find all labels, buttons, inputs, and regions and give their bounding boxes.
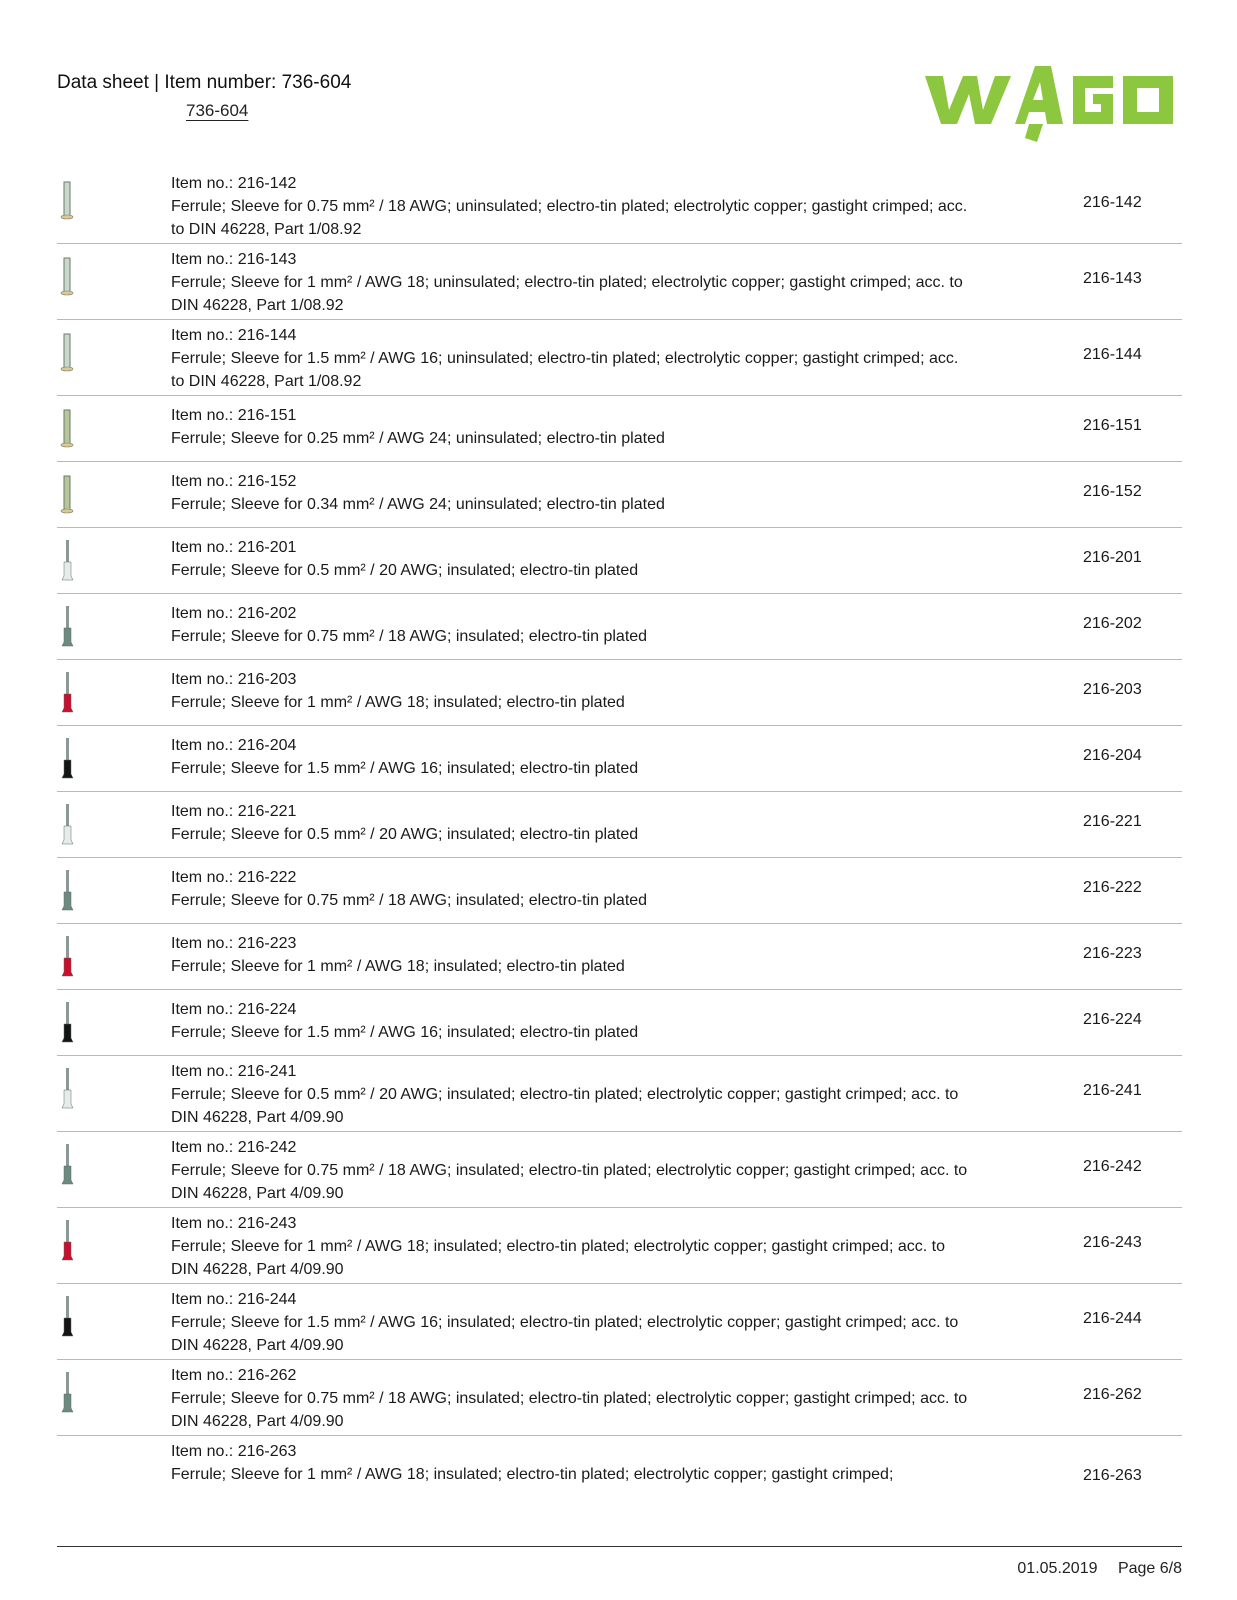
ferrule-insulated-gray-icon xyxy=(57,604,81,654)
item-code: 216-241 xyxy=(1083,1082,1142,1099)
item-code: 216-222 xyxy=(1083,879,1142,896)
ferrule-uninsulated-icon xyxy=(57,178,81,228)
list-item xyxy=(57,990,1182,1056)
ferrule-uninsulated-icon xyxy=(57,330,81,380)
item-text xyxy=(171,248,971,317)
item-code: 216-203 xyxy=(1083,681,1142,698)
list-item xyxy=(57,858,1182,924)
item-code: 216-244 xyxy=(1083,1310,1142,1327)
item-code: 216-263 xyxy=(1083,1467,1142,1484)
item-description: Ferrule; Sleeve for 0.25 mm² / AWG 24; uninsulated; electro-tin plated xyxy=(171,430,665,447)
item-code: 216-152 xyxy=(1083,483,1142,500)
ferrule-uninsulated-icon xyxy=(57,406,81,456)
item-description: Ferrule; Sleeve for 0.75 mm² / 18 AWG; insulated; electro-tin plated; electrolytic copper; gastight crimped; acc. to DIN 46228, Part 4/09.90 xyxy=(171,1390,968,1430)
list-item xyxy=(57,1360,1182,1436)
item-code: 216-243 xyxy=(1083,1234,1142,1251)
item-title: Item no.: 216-143 xyxy=(171,251,297,268)
item-description: Ferrule; Sleeve for 0.75 mm² / 18 AWG; uninsulated; electro-tin plated; electrolytic copper; gastight crimped; acc. to DIN 46228, Part 1/08.92 xyxy=(171,198,968,238)
list-item xyxy=(57,462,1182,528)
item-description: Ferrule; Sleeve for 0.5 mm² / 20 AWG; insulated; electro-tin plated xyxy=(171,562,639,579)
item-description: Ferrule; Sleeve for 0.5 mm² / 20 AWG; insulated; electro-tin plated xyxy=(171,826,639,843)
item-title: Item no.: 216-222 xyxy=(171,869,297,886)
list-item xyxy=(57,1208,1182,1284)
wago-logo xyxy=(925,58,1180,142)
item-title: Item no.: 216-203 xyxy=(171,671,297,688)
item-title: Item no.: 216-201 xyxy=(171,539,297,556)
item-code: 216-204 xyxy=(1083,747,1142,764)
item-text xyxy=(171,172,971,241)
item-code: 216-142 xyxy=(1083,194,1142,211)
list-item xyxy=(57,244,1182,320)
item-text xyxy=(171,800,971,846)
item-code: 216-262 xyxy=(1083,1386,1142,1403)
item-code: 216-201 xyxy=(1083,549,1142,566)
item-title: Item no.: 216-242 xyxy=(171,1139,297,1156)
item-description: Ferrule; Sleeve for 1.5 mm² / AWG 16; insulated; electro-tin plated; electrolytic copper; gastight crimped; acc. to DIN 46228, Part 4/09.90 xyxy=(171,1314,959,1354)
item-text xyxy=(171,1440,971,1486)
item-text xyxy=(171,536,971,582)
footer-divider xyxy=(57,1546,1182,1547)
item-description: Ferrule; Sleeve for 1.5 mm² / AWG 16; insulated; electro-tin plated xyxy=(171,760,639,777)
item-description: Ferrule; Sleeve for 1.5 mm² / AWG 16; insulated; electro-tin plated xyxy=(171,1024,639,1041)
item-code: 216-221 xyxy=(1083,813,1142,830)
list-item xyxy=(57,396,1182,462)
item-description: Ferrule; Sleeve for 0.34 mm² / AWG 24; uninsulated; electro-tin plated xyxy=(171,496,665,513)
item-title: Item no.: 216-241 xyxy=(171,1063,297,1080)
item-title: Item no.: 216-244 xyxy=(171,1291,297,1308)
item-title: Item no.: 216-202 xyxy=(171,605,297,622)
item-list xyxy=(57,168,1182,1511)
item-text xyxy=(171,668,971,714)
list-item xyxy=(57,1436,1182,1511)
item-title: Item no.: 216-223 xyxy=(171,935,297,952)
item-code: 216-223 xyxy=(1083,945,1142,962)
item-description: Ferrule; Sleeve for 0.75 mm² / 18 AWG; insulated; electro-tin plated xyxy=(171,628,648,645)
item-code: 216-144 xyxy=(1083,346,1142,363)
item-description: Ferrule; Sleeve for 0.75 mm² / 18 AWG; insulated; electro-tin plated; electrolytic copper; gastight crimped; acc. to DIN 46228, Part 4/09.90 xyxy=(171,1162,968,1202)
item-title: Item no.: 216-263 xyxy=(171,1443,297,1460)
item-description: Ferrule; Sleeve for 1 mm² / AWG 18; insulated; electro-tin plated; electrolytic copper; gastight crimped; acc. to DIN 46228, Part 4/09.90 xyxy=(171,1238,945,1278)
ferrule-insulated-gray-icon xyxy=(57,1370,81,1420)
item-title: Item no.: 216-142 xyxy=(171,175,297,192)
list-item xyxy=(57,168,1182,244)
item-description: Ferrule; Sleeve for 0.5 mm² / 20 AWG; insulated; electro-tin plated; electrolytic copper; gastight crimped; acc. to DIN 46228, Part 4/09.90 xyxy=(171,1086,959,1126)
item-description: Ferrule; Sleeve for 1.5 mm² / AWG 16; uninsulated; electro-tin plated; electrolytic copper; gastight crimped; acc. to DIN 46228, Part 1/08.92 xyxy=(171,350,959,390)
item-text xyxy=(171,1212,971,1281)
item-code: 216-242 xyxy=(1083,1158,1142,1175)
item-text xyxy=(171,1136,971,1205)
list-item xyxy=(57,726,1182,792)
item-code: 216-151 xyxy=(1083,417,1142,434)
item-text xyxy=(171,470,971,516)
item-title: Item no.: 216-204 xyxy=(171,737,297,754)
item-text xyxy=(171,932,971,978)
list-item xyxy=(57,660,1182,726)
ferrule-insulated-white-icon xyxy=(57,538,81,588)
ferrule-insulated-black-icon xyxy=(57,736,81,786)
ferrule-insulated-white-icon xyxy=(57,1066,81,1116)
ferrule-insulated-red-icon xyxy=(57,1218,81,1268)
item-description: Ferrule; Sleeve for 1 mm² / AWG 18; insulated; electro-tin plated; electrolytic copper; gastight crimped; xyxy=(171,1466,894,1483)
item-text xyxy=(171,998,971,1044)
ferrule-insulated-white-icon xyxy=(57,802,81,852)
list-item xyxy=(57,594,1182,660)
ferrule-uninsulated-icon xyxy=(57,472,81,522)
item-title: Item no.: 216-224 xyxy=(171,1001,297,1018)
item-text xyxy=(171,1060,971,1129)
list-item xyxy=(57,528,1182,594)
footer-date: 01.05.2019 xyxy=(1017,1560,1098,1577)
ferrule-uninsulated-icon xyxy=(57,254,81,304)
item-text xyxy=(171,866,971,912)
item-text xyxy=(171,602,971,648)
item-title: Item no.: 216-243 xyxy=(171,1215,297,1232)
ferrule-insulated-black-icon xyxy=(57,1294,81,1344)
footer xyxy=(1001,1560,1182,1578)
footer-page: Page 6/8 xyxy=(1117,1560,1182,1577)
item-description: Ferrule; Sleeve for 1 mm² / AWG 18; insulated; electro-tin plated xyxy=(171,958,625,975)
item-text xyxy=(171,324,971,393)
item-text xyxy=(171,734,971,780)
item-code: 216-143 xyxy=(1083,270,1142,287)
list-item xyxy=(57,1132,1182,1208)
item-code: 216-224 xyxy=(1083,1011,1142,1028)
list-item xyxy=(57,320,1182,396)
item-text xyxy=(171,404,971,450)
item-number-link[interactable]: 736-604 xyxy=(186,101,249,120)
list-item xyxy=(57,924,1182,990)
ferrule-insulated-gray-icon xyxy=(57,1142,81,1192)
list-item xyxy=(57,1284,1182,1360)
item-description: Ferrule; Sleeve for 1 mm² / AWG 18; uninsulated; electro-tin plated; electrolytic copper; gastight crimped; acc. to DIN 46228, Part 1/08.92 xyxy=(171,274,963,314)
ferrule-insulated-gray-icon xyxy=(57,868,81,918)
item-text xyxy=(171,1288,971,1357)
item-title: Item no.: 216-262 xyxy=(171,1367,297,1384)
item-title: Item no.: 216-152 xyxy=(171,473,297,490)
item-code: 216-202 xyxy=(1083,615,1142,632)
ferrule-insulated-black-icon xyxy=(57,1000,81,1050)
ferrule-insulated-red-icon xyxy=(57,934,81,984)
item-description: Ferrule; Sleeve for 1 mm² / AWG 18; insulated; electro-tin plated xyxy=(171,694,625,711)
item-text xyxy=(171,1364,971,1433)
page-title: Data sheet | Item number: 736-604 xyxy=(57,72,352,93)
list-item xyxy=(57,1056,1182,1132)
item-description: Ferrule; Sleeve for 0.75 mm² / 18 AWG; insulated; electro-tin plated xyxy=(171,892,648,909)
ferrule-insulated-red-icon xyxy=(57,670,81,720)
item-title: Item no.: 216-151 xyxy=(171,407,297,424)
list-item xyxy=(57,792,1182,858)
item-title: Item no.: 216-144 xyxy=(171,327,297,344)
item-title: Item no.: 216-221 xyxy=(171,803,297,820)
